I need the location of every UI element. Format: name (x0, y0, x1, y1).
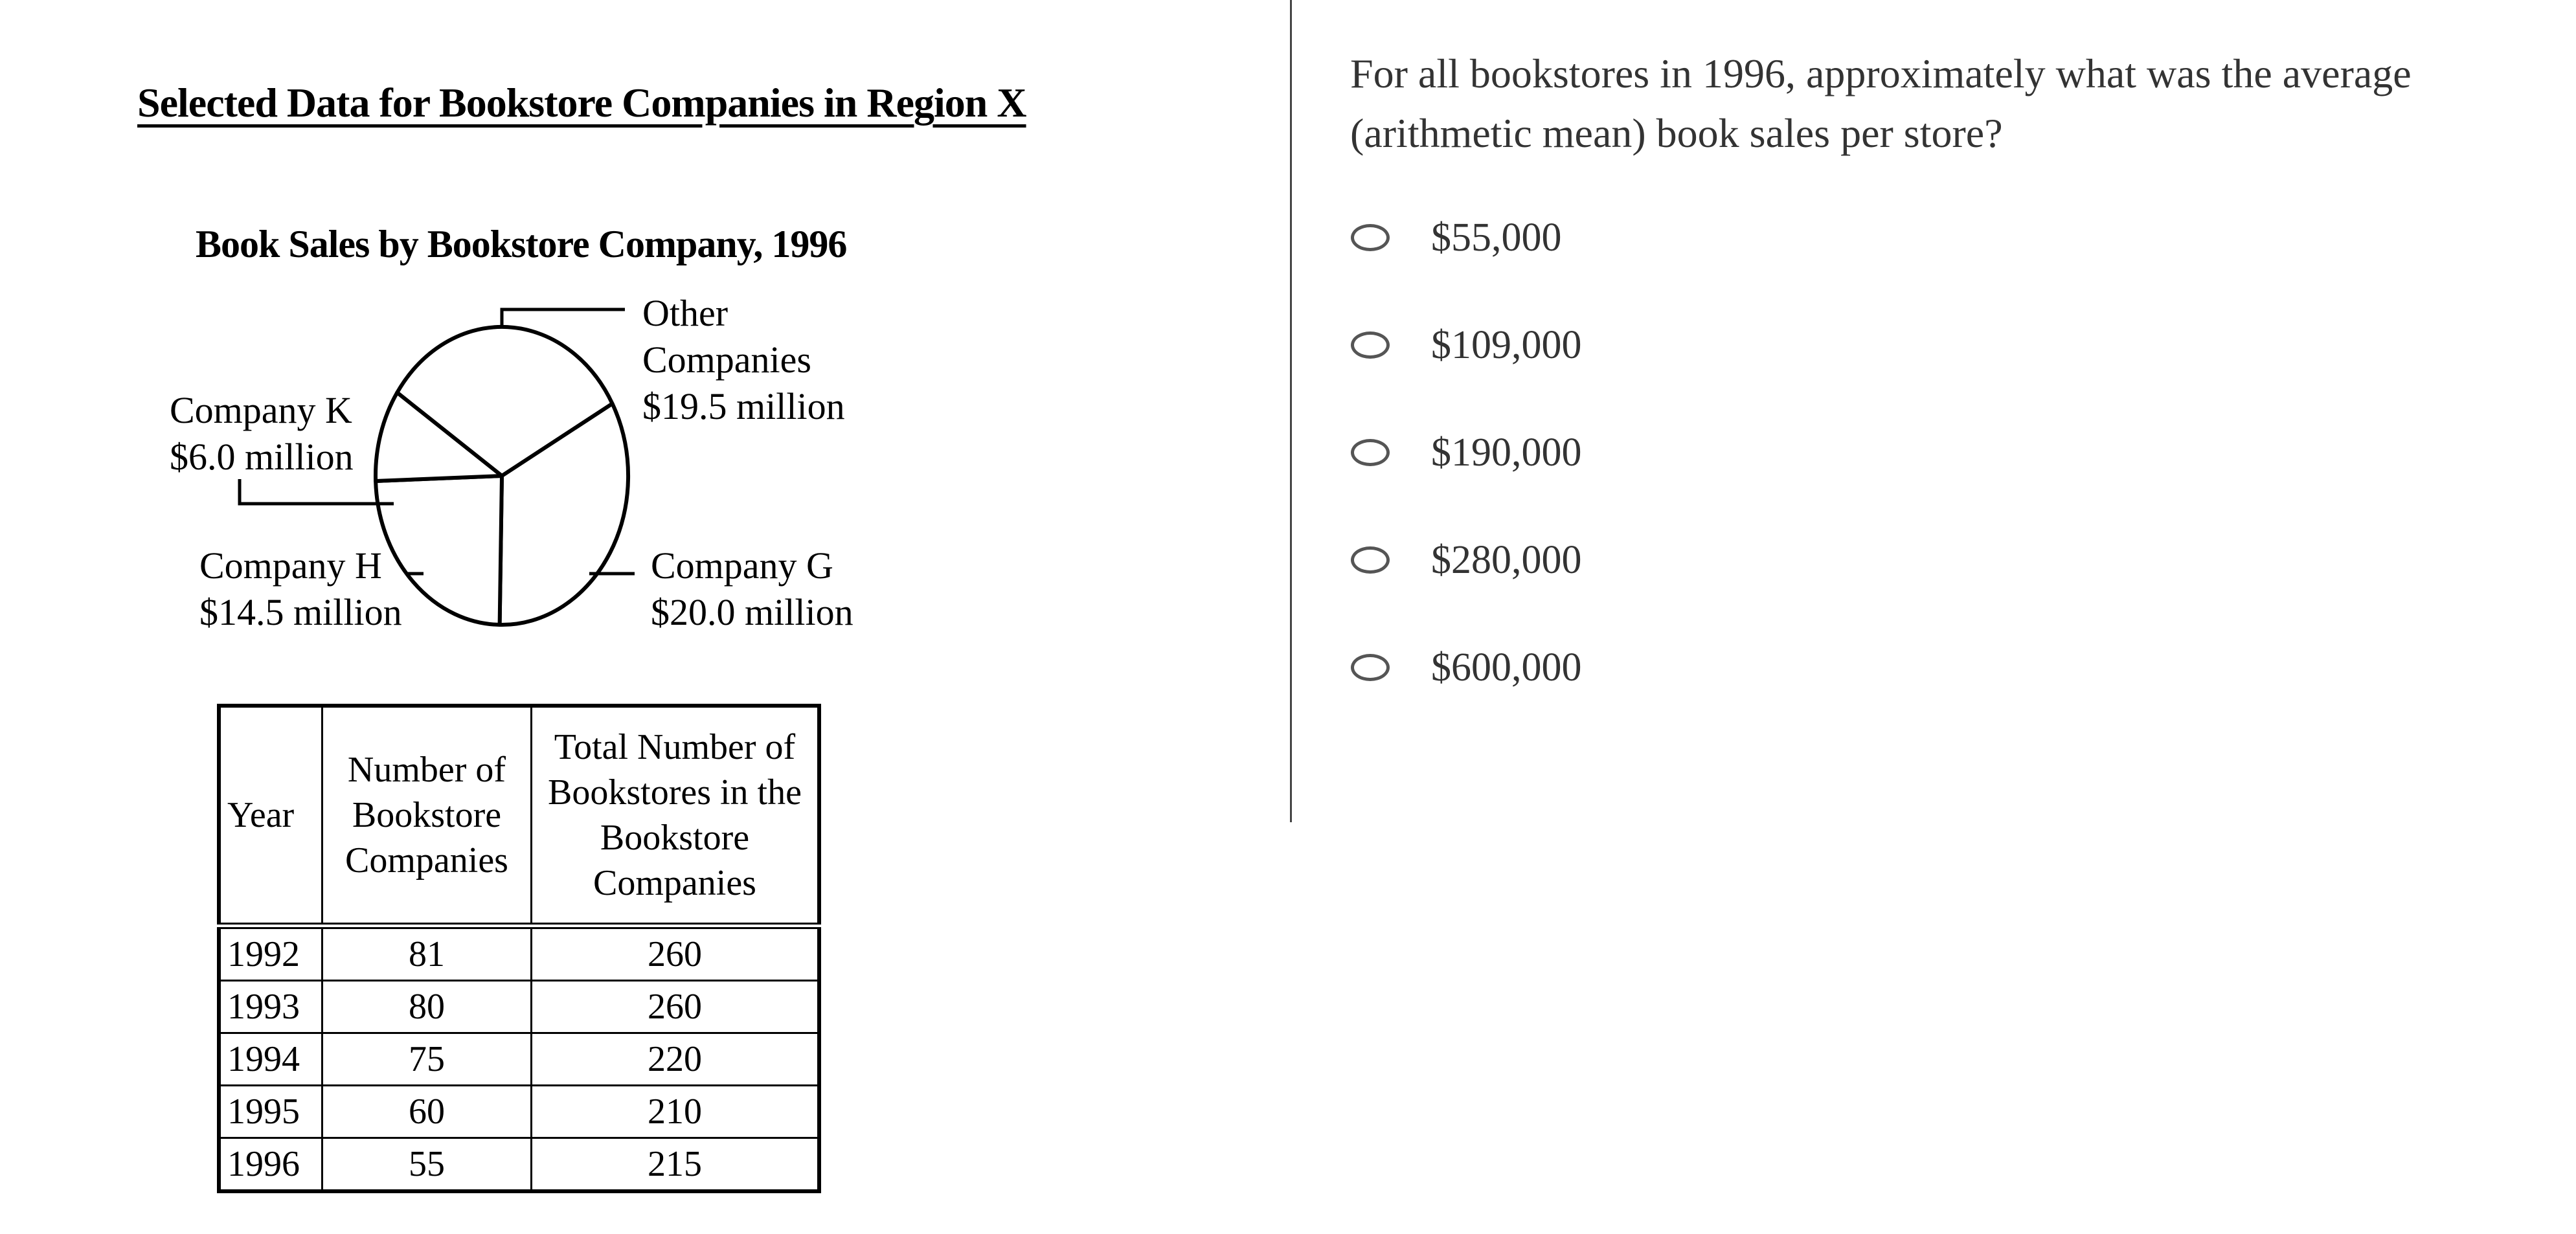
table-cell-year: 1995 (219, 1086, 322, 1138)
answer-choice-d[interactable] (1351, 524, 1582, 596)
column-header-companies: Number of Bookstore Companies (322, 706, 532, 926)
table-row (219, 926, 819, 981)
pie-label-company-h: Company H $14.5 million (199, 544, 402, 633)
answer-choice-label: $190,000 (1431, 430, 1582, 475)
table-cell-year: 1994 (219, 1033, 322, 1086)
answer-choice-label: $600,000 (1431, 645, 1582, 690)
answer-choice-e[interactable] (1351, 632, 1582, 703)
radio-button-icon[interactable] (1351, 654, 1390, 681)
pie-label-company-k: Company K $6.0 million (170, 389, 354, 478)
pie-label-other: Other Companies $19.5 million (642, 292, 845, 427)
table-cell-bookstores: 260 (532, 981, 820, 1033)
answer-choice-b[interactable] (1351, 309, 1582, 381)
table-cell-companies: 75 (322, 1033, 532, 1086)
answer-choice-c[interactable] (1351, 417, 1582, 488)
table-cell-bookstores: 210 (532, 1086, 820, 1138)
answer-choice-label: $55,000 (1431, 215, 1562, 260)
table-row (219, 1033, 819, 1086)
question-text: For all bookstores in 1996, approximately what was the average (arithmetic mean) book sales per store? (1350, 50, 2412, 156)
answer-choice-a[interactable] (1351, 202, 1562, 273)
table-row (219, 1138, 819, 1192)
answer-choice-label: $280,000 (1431, 537, 1582, 582)
column-header-year: Year (219, 706, 322, 926)
table-cell-companies: 81 (322, 926, 532, 981)
pie-label-company-g: Company G $20.0 million (651, 544, 853, 633)
table-cell-companies: 80 (322, 981, 532, 1033)
table-cell-year: 1992 (219, 926, 322, 981)
leader-line-company-k (240, 479, 394, 504)
section-title: Selected Data for Bookstore Companies in Region X (137, 80, 1026, 126)
table-cell-bookstores: 260 (532, 926, 820, 981)
table-row (219, 981, 819, 1033)
table-cell-bookstores: 220 (532, 1033, 820, 1086)
table-cell-companies: 55 (322, 1138, 532, 1192)
radio-button-icon[interactable] (1351, 331, 1390, 359)
table-header-row (219, 706, 819, 926)
bookstore-data-table (217, 704, 821, 1193)
leader-line-other (502, 309, 625, 327)
column-header-bookstores: Total Number of Bookstores in the Bookstore Companies (532, 706, 820, 926)
table-row (219, 1086, 819, 1138)
radio-button-icon[interactable] (1351, 439, 1390, 466)
table-cell-year: 1993 (219, 981, 322, 1033)
radio-button-icon[interactable] (1351, 224, 1390, 251)
table-cell-companies: 60 (322, 1086, 532, 1138)
radio-button-icon[interactable] (1351, 546, 1390, 574)
table-cell-year: 1996 (219, 1138, 322, 1192)
answer-choice-label: $109,000 (1431, 322, 1582, 367)
table-cell-bookstores: 215 (532, 1138, 820, 1192)
pie-chart-title: Book Sales by Bookstore Company, 1996 (196, 223, 847, 265)
panel-divider (1290, 0, 1292, 822)
